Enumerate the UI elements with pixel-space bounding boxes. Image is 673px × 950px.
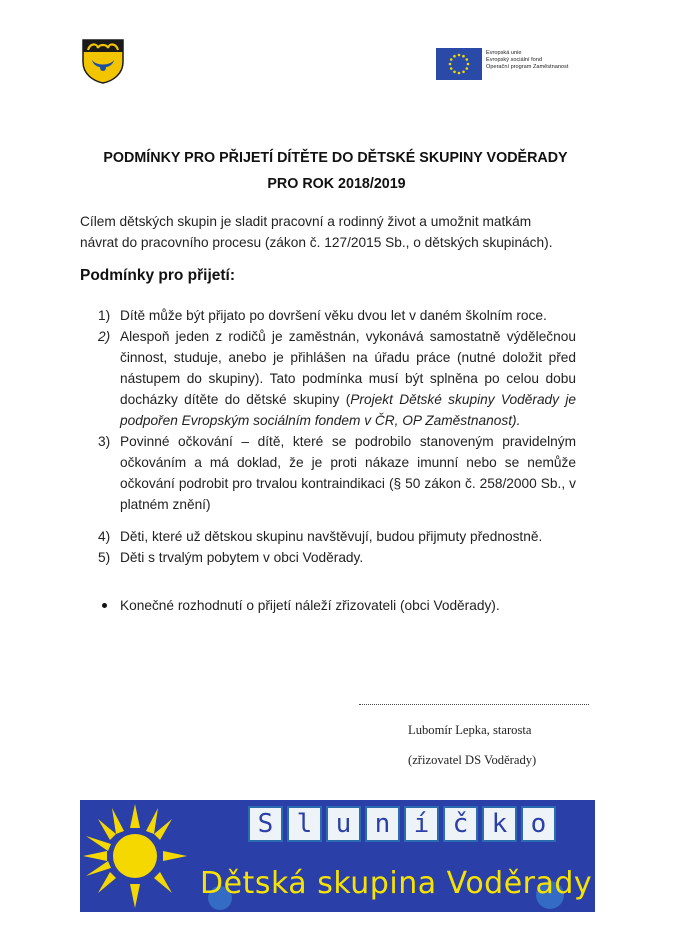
- signature-role: (zřizovatel DS Voděrady): [408, 753, 537, 767]
- list-item-number: 5): [98, 550, 111, 565]
- banner-letter: S: [248, 806, 283, 842]
- signature-name: Lubomír Lepka, starosta: [408, 723, 532, 737]
- list-item-number: 3): [98, 434, 111, 449]
- village-crest-icon: [80, 38, 126, 84]
- list-item-text: Děti, které už dětskou skupinu navštěvují, budou přijmuty přednostně.: [120, 529, 543, 544]
- list-item-text: Povinné očkování – dítě, které se podrobilo stanoveným pravidelným očkováním a má doklad, že je proti nákaze imunní nebo se nemůže očkování podrobit pro trvalou kontraindikaci (§ 50 zákon č. 258/2000 Sb., v platném znění): [120, 434, 576, 512]
- slunicko-banner: [80, 800, 595, 912]
- list-item-number: 2): [98, 329, 111, 344]
- list-item-text: Dítě může být přijato po dovršení věku dvou let v daném školním roce.: [120, 308, 547, 323]
- banner-letter: k: [482, 806, 517, 842]
- banner-letter: č: [443, 806, 478, 842]
- banner-letter: o: [521, 806, 556, 842]
- eu-logo-text: [486, 50, 568, 71]
- conditions-heading: Podmínky pro přijetí:: [80, 267, 236, 284]
- list-item-text-italic: Projekt Dětské skupiny Voděrady je podpořen Evropským sociálním fondem v ČR, OP Zaměstnanost).: [120, 392, 577, 428]
- eu-logo-line3: Operační program Zaměstnanost: [486, 64, 569, 70]
- intro-paragraph: [80, 211, 600, 253]
- list-item-number: 4): [98, 529, 111, 544]
- intro-line2: návrat do pracovního procesu (zákon č. 127/2015 Sb., o dětských skupinách).: [80, 235, 553, 250]
- intro-line1: Cílem dětských skupin je sladit pracovní a rodinný život a umožnit matkám: [80, 214, 532, 229]
- bullet-icon: [102, 603, 107, 608]
- note-text: Konečné rozhodnutí o přijetí náleží zřizovateli (obci Voděrady).: [120, 598, 500, 613]
- signature-line: [359, 704, 589, 705]
- eu-logo-line2: Evropský sociální fond: [486, 57, 542, 63]
- banner-title-letters: [248, 806, 556, 842]
- banner-letter: í: [404, 806, 439, 842]
- list-item-number: 1): [98, 308, 111, 323]
- document-title-line1: PODMÍNKY PRO PŘIJETÍ DÍTĚTE DO DĚTSKÉ SKUPINY VODĚRADY: [103, 150, 568, 166]
- list-item-text-plain: Alespoň jeden z rodičů je zaměstnán, vykonává samostatně výdělečnou činnost, studuje, anebo je přihlášen na úřadu práce (nutné doložit před nástupem do skupiny). Tato podmínka musí být splněna po celou dobu docházky dítěte do dětské skupiny (: [120, 329, 576, 407]
- banner-letter: u: [326, 806, 361, 842]
- eu-esf-logo: [436, 48, 586, 84]
- list-item-text: Děti s trvalým pobytem v obci Voděrady.: [120, 550, 364, 565]
- eu-flag-icon: [436, 48, 482, 80]
- document-title-line2: PRO ROK 2018/2019: [267, 176, 406, 192]
- banner-letter: l: [287, 806, 322, 842]
- list-item-text: [120, 326, 576, 431]
- banner-subtitle: Dětská skupina Voděrady: [200, 866, 593, 901]
- banner-letter: n: [365, 806, 400, 842]
- eu-logo-line1: Evropská unie: [486, 50, 522, 56]
